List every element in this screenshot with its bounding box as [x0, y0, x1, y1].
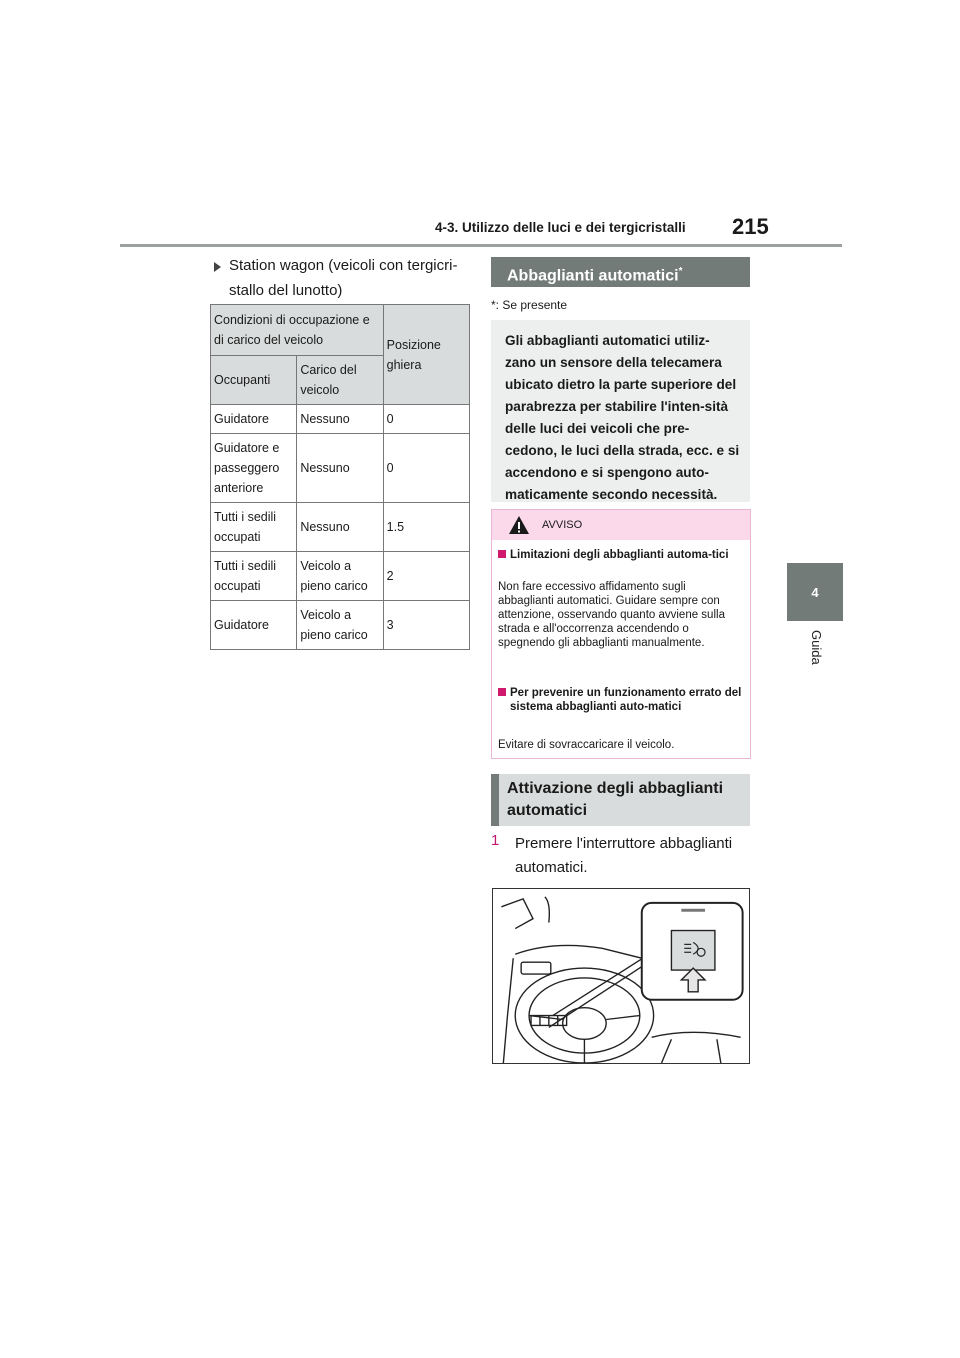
- warning-item-heading: [498, 548, 750, 562]
- table-cell: 2: [383, 552, 469, 601]
- table-row: [211, 434, 470, 503]
- warning-title: AVVISO: [542, 519, 583, 531]
- warning-header: [492, 510, 750, 540]
- table-row: [211, 552, 470, 601]
- table-header-occupants: Occupanti: [211, 356, 297, 405]
- square-bullet-icon: [498, 688, 506, 696]
- chapter-tab: 4: [787, 563, 843, 621]
- bullet-triangle-icon: [214, 262, 221, 272]
- section-heading-text: Abbaglianti automatici: [507, 267, 679, 285]
- step-text: Premere l'interruttore abbaglianti automatici.: [515, 835, 733, 876]
- warning-item-heading: [498, 686, 750, 714]
- table-header-group: Condizioni di occupazione e di carico del veicolo: [211, 305, 384, 356]
- table-cell: 0: [383, 405, 469, 434]
- table-cell: Guidatore: [211, 601, 297, 650]
- table-cell: Veicolo a pieno carico: [297, 601, 383, 650]
- step-number: 1: [491, 832, 500, 849]
- table-row: [211, 405, 470, 434]
- table-cell: Nessuno: [297, 503, 383, 552]
- table-cell: 3: [383, 601, 469, 650]
- warning-triangle-icon: [508, 515, 530, 535]
- table-header-position: Posizione ghiera: [383, 305, 469, 405]
- warning-item-body: Non fare eccessivo affidamento sugli abbaglianti automatici. Guidare sempre con attenzione, osservando quanto avviene sulla strada e all'occorrenza accendendo o spegnendo gli abbaglianti manualmente.: [498, 581, 725, 649]
- warning-box: [491, 509, 751, 759]
- table-header-row: [211, 305, 470, 356]
- section-heading-activation: Attivazione degli abbaglianti automatici: [491, 774, 750, 826]
- warning-item-heading-text: Per prevenire un funzionamento errato del sistema abbaglianti auto-matici: [510, 687, 742, 713]
- page-number: 215: [732, 214, 769, 239]
- table-cell: Nessuno: [297, 405, 383, 434]
- table-cell: Veicolo a pieno carico: [297, 552, 383, 601]
- bullet-text: Station wagon (veicoli con tergicri-stallo del lunotto): [229, 257, 458, 299]
- square-bullet-icon: [498, 550, 506, 558]
- table-cell: Nessuno: [297, 434, 383, 503]
- section-title: 4-3. Utilizzo delle luci e dei tergicristalli: [435, 220, 686, 235]
- dashboard-illustration: [492, 888, 750, 1064]
- table-cell: 0: [383, 434, 469, 503]
- table-cell: 1.5: [383, 503, 469, 552]
- warning-item-heading-text: Limitazioni degli abbaglianti automa-tici: [510, 549, 729, 561]
- table-cell: Guidatore e passeggero anteriore: [211, 434, 297, 503]
- footnote: *: Se presente: [491, 298, 568, 312]
- intro-box: Gli abbaglianti automatici utiliz-zano un sensore della telecamera ubicato dietro la parte superiore del parabrezza per stabilire l'inten-sità delle luci dei veicoli che pre-cedono, le luci della strada, ecc. e si accendono e si spengono auto-maticamente secondo necessità.: [491, 320, 750, 502]
- table-cell: Guidatore: [211, 405, 297, 434]
- table-cell: Tutti i sedili occupati: [211, 552, 297, 601]
- table-header-load: Carico del veicolo: [297, 356, 383, 405]
- table-row: [211, 601, 470, 650]
- footnote-marker: *: [678, 266, 683, 277]
- warning-item-body: Evitare di sovraccaricare il veicolo.: [498, 739, 675, 751]
- occupancy-table: [210, 304, 470, 650]
- table-row: [211, 503, 470, 552]
- chapter-label: Guida: [809, 630, 824, 665]
- table-cell: Tutti i sedili occupati: [211, 503, 297, 552]
- section-heading-auto-high-beam: [491, 257, 750, 287]
- header-rule: [120, 244, 842, 247]
